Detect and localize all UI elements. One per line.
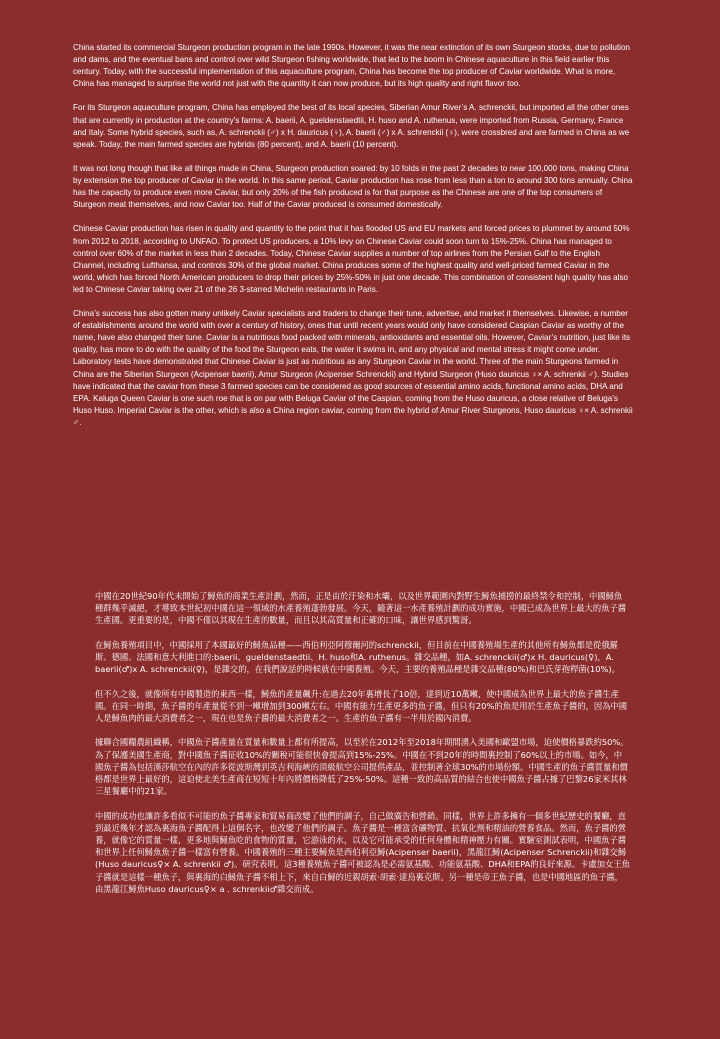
english-text-section [73,42,633,441]
en-paragraph-1: China started its commercial Sturgeon production program in the late 1990s. However, it was the near extinction of its own Sturgeon stocks, due to pollution and dams, and the eventual bans and control over wild Sturgeon fishing worldwide, that led to the boom in Chinese aquaculture in this field earlier this century. Today, with the successful implementation of this aquaculture program, China has become the top producer of Caviar worldwide. What is more, China has managed to surprise the world not just with the quantity it can now produce, but its high quality and right flavor too. [73,43,630,89]
chinese-text-section [95,590,630,907]
en-paragraph-2: For its Sturgeon aquaculture program, China has employed the best of its local species, Siberian Amur River’s A. schrenckii, but imported all the other ones that are currently in production at the country’s farms: A. baerii, A. gueldenstaedtii, H. huso and A. ruthenus, were imported from Russia, Germany, France and Italy. Some hybrid species, such as, A. schrenckii (♂) x H. dauricus (♀), A. baerii (♂) x A. schrenckii (♀), were crossbred and are farmed in China as we speak. Today, the main farmed species are hybrids (80 percent), and A. baerii (10 percent). [73,103,630,149]
zh-paragraph-2: 在鱘魚養殖項目中，中國採用了本國最好的鱘魚品種——西伯利亞阿穆爾河的schrenckii，但目前在中國養殖場生產的其他所有鱘魚都是從俄羅斯、德國、法國和意大利進口的:baerii、gueldenstaedtii、H. huso和A. ruthenus。雜交品種，如A. schrenckii(♂)x H. dauricus(♀)，A. baerii(♂)x A. schrenckii(♀)，是雜交的，在我們說話的時候就在中國養殖。今天，主要的養殖品種是雜交品種(80%)和巴氏芽孢桿菌(10%)。 [95,639,620,675]
zh-paragraph-3: 但不久之後，就像所有中國製造的東西一樣，鱘魚的產量飆升:在過去20年裏增長了10倍，達到近10萬噸，使中國成為世界上最大的魚子醬生產國。在同一時期，魚子醬的年產量從不到一噸增加到300噸左右。中國有能力生產更多的魚子醬，但只有20%的魚是用於生產魚子醬的，因為中國人是鱘魚肉的最大消費者之一，現在也是魚子醬的最大消費者之一。生產的魚子醬有一半用於國內消費。 [95,688,628,723]
en-paragraph-5: China’s success has also gotten many unlikely Caviar specialists and traders to change their tune, advertise, and market it themselves. Likewise, a number of establishments around the world with over a century of history, ones that until recent years would only have considered Caspian Caviar as worthy of the name, have also changed their tune. Caviar is a nutritious food packed with minerals, antioxidants and essential oils. However, Caviar’s nutrition, just like its quality, has more to do with the quality of the food the Sturgeon eats, the water it swims in, and any physical and mental stress it might come under. Laboratory tests have demonstrated that Chinese Caviar is just as nutritious as any Sturgeon Caviar in the world. Three of the main Sturgeons farmed in China are the Siberian Sturgeon (Acipenser baerii), Amur Sturgeon (Acipenser Schrenckii) and Hybrid Sturgeon (Huso dauricus ♀× A. schrenkii ♂). Studies have indicated that the caviar from these 3 farmed species can be considered as good sources of essential amino acids, functional amino acids, DHA and EPA. Kaluga Queen Caviar is one such roe that is on par with Beluga Caviar of the Caspian, coming from the Huso dauricus, a close relative of Beluga’s Huso Huso. Imperial Caviar is the other, which is also a China region caviar, coming from the hybrid of Amur River Sturgeons, Huso dauricus ♀× A. schrenkii ♂. [73,309,633,427]
en-paragraph-4: Chinese Caviar production has risen in quality and quantity to the point that it has flooded US and EU markets and forced prices to plummet by around 50% from 2012 to 2018, according to UNFAO. To protect US producers, a 10% levy on Chinese Caviar could soon turn to 15%-25%. China has managed to control over 60% of the market in less than 2 decades. Today, Chinese Caviar supplies a number of top airlines from the Persian Gulf to the English Channel, including Lufthansa, and controls 30% of the global market. China produces some of the highest quality and well-priced farmed Caviar in the world, which has forced North American producers to drop their prices by 25%-50% in just one decade. This combination of consistent high quality has also led to Chinese Caviar taking over 21 of the 26 3-starred Michelin restaurants in Paris. [73,224,630,294]
en-paragraph-3: It was not long though that like all things made in China, Sturgeon production soared: by 10 folds in the past 2 decades to near 100,000 tons, making China by extension the top producer of Caviar in the world. In this same period, Caviar production has rose from less than a ton to around 300 tons annually. China has the capacity to produce even more Caviar, but only 20% of the fish produced is for that purpose as the Chinese are one of the top consumers of Sturgeon meat themselves, and now Caviar too. Half of the Caviar produced is consumed domestically. [73,163,633,210]
zh-paragraph-1: 中國在20世紀90年代末開始了鱘魚的商業生產計劃，然而，正是由於汙染和水壩，以及世界範圍內對野生鱘魚捕撈的最終禁令和控制，中國鱘魚種群幾乎滅絕，才導致本世紀初中國在這一領域的水產養殖蓬勃發展。今天，隨著這一水產養殖計劃的成功實施，中國已成為世界上最大的魚子醬生產國。更重要的是，中國不僅以其現在生產的數量，而且以其高質量和正確的口味，讓世界感到驚訝。 [95,591,627,626]
zh-paragraph-4: 據聯合國糧農組織稱，中國魚子醬產量在質量和數量上都有所提高，以至於在2012年至2018年期間湧入美國和歐盟市場，迫使價格暴跌約50%。為了保護美國生產商，對中國魚子醬征收10%的關稅可能很快會提高到15%-25%。中國在不到20年的時間裏控制了60%以上的市場。如今，中國魚子醬為包括漢莎航空在內的許多從波斯灣到英吉利海峽的頂級航空公司提供產品，並控制著全球30%的市場份額。中國生產的魚子醬質量和價格都是世界上最好的，這迫使北美生產商在短短十年內將價格降低了25%-50%。這種一致的高品質的結合也使中國魚子醬占據了巴黎26家米其林三星餐廳中的21家。 [95,737,629,797]
zh-paragraph-5: 中國的成功也讓許多看似不可能的魚子醬專家和貿易商改變了他們的調子，自己做廣告和營銷。同樣，世界上許多擁有一個多世紀歷史的餐廳，直到最近幾年才認為裏海魚子醬配得上這個名字，也改變了他們的調子。魚子醬是一種富含礦物質、抗氧化劑和精油的營養食品。然而，魚子醬的營養，就像它的質量一樣，更多地與鱘魚吃的食物的質量，它游泳的水，以及它可能承受的任何身體和精神壓力有關。實驗室測試表明，中國魚子醬和世界上任何鱘魚魚子醬一樣富有營養。中國養殖的三種主要鱘魚是西伯利亞鱘(Acipenser baerii)，黑龍江鱘(Acipenser Schrenckii)和雜交鱘(Huso dauricus♀× A. schrenkii ♂)。研究表明，這3種養殖魚子醬可被認為是必需氨基酸、功能氨基酸、DHA和EPA的良好來源。卡盧加女王魚子醬就是這樣一種魚子，與裏海的白鱘魚子醬不相上下，來自白鱘的近親胡索·胡索·達烏裏克斯。另一種是帝王魚子醬，也是中國地區的魚子醬，由黑龍江鱘魚Huso dauricus♀× a . schrenkii♂雜交而成。 [95,810,630,894]
